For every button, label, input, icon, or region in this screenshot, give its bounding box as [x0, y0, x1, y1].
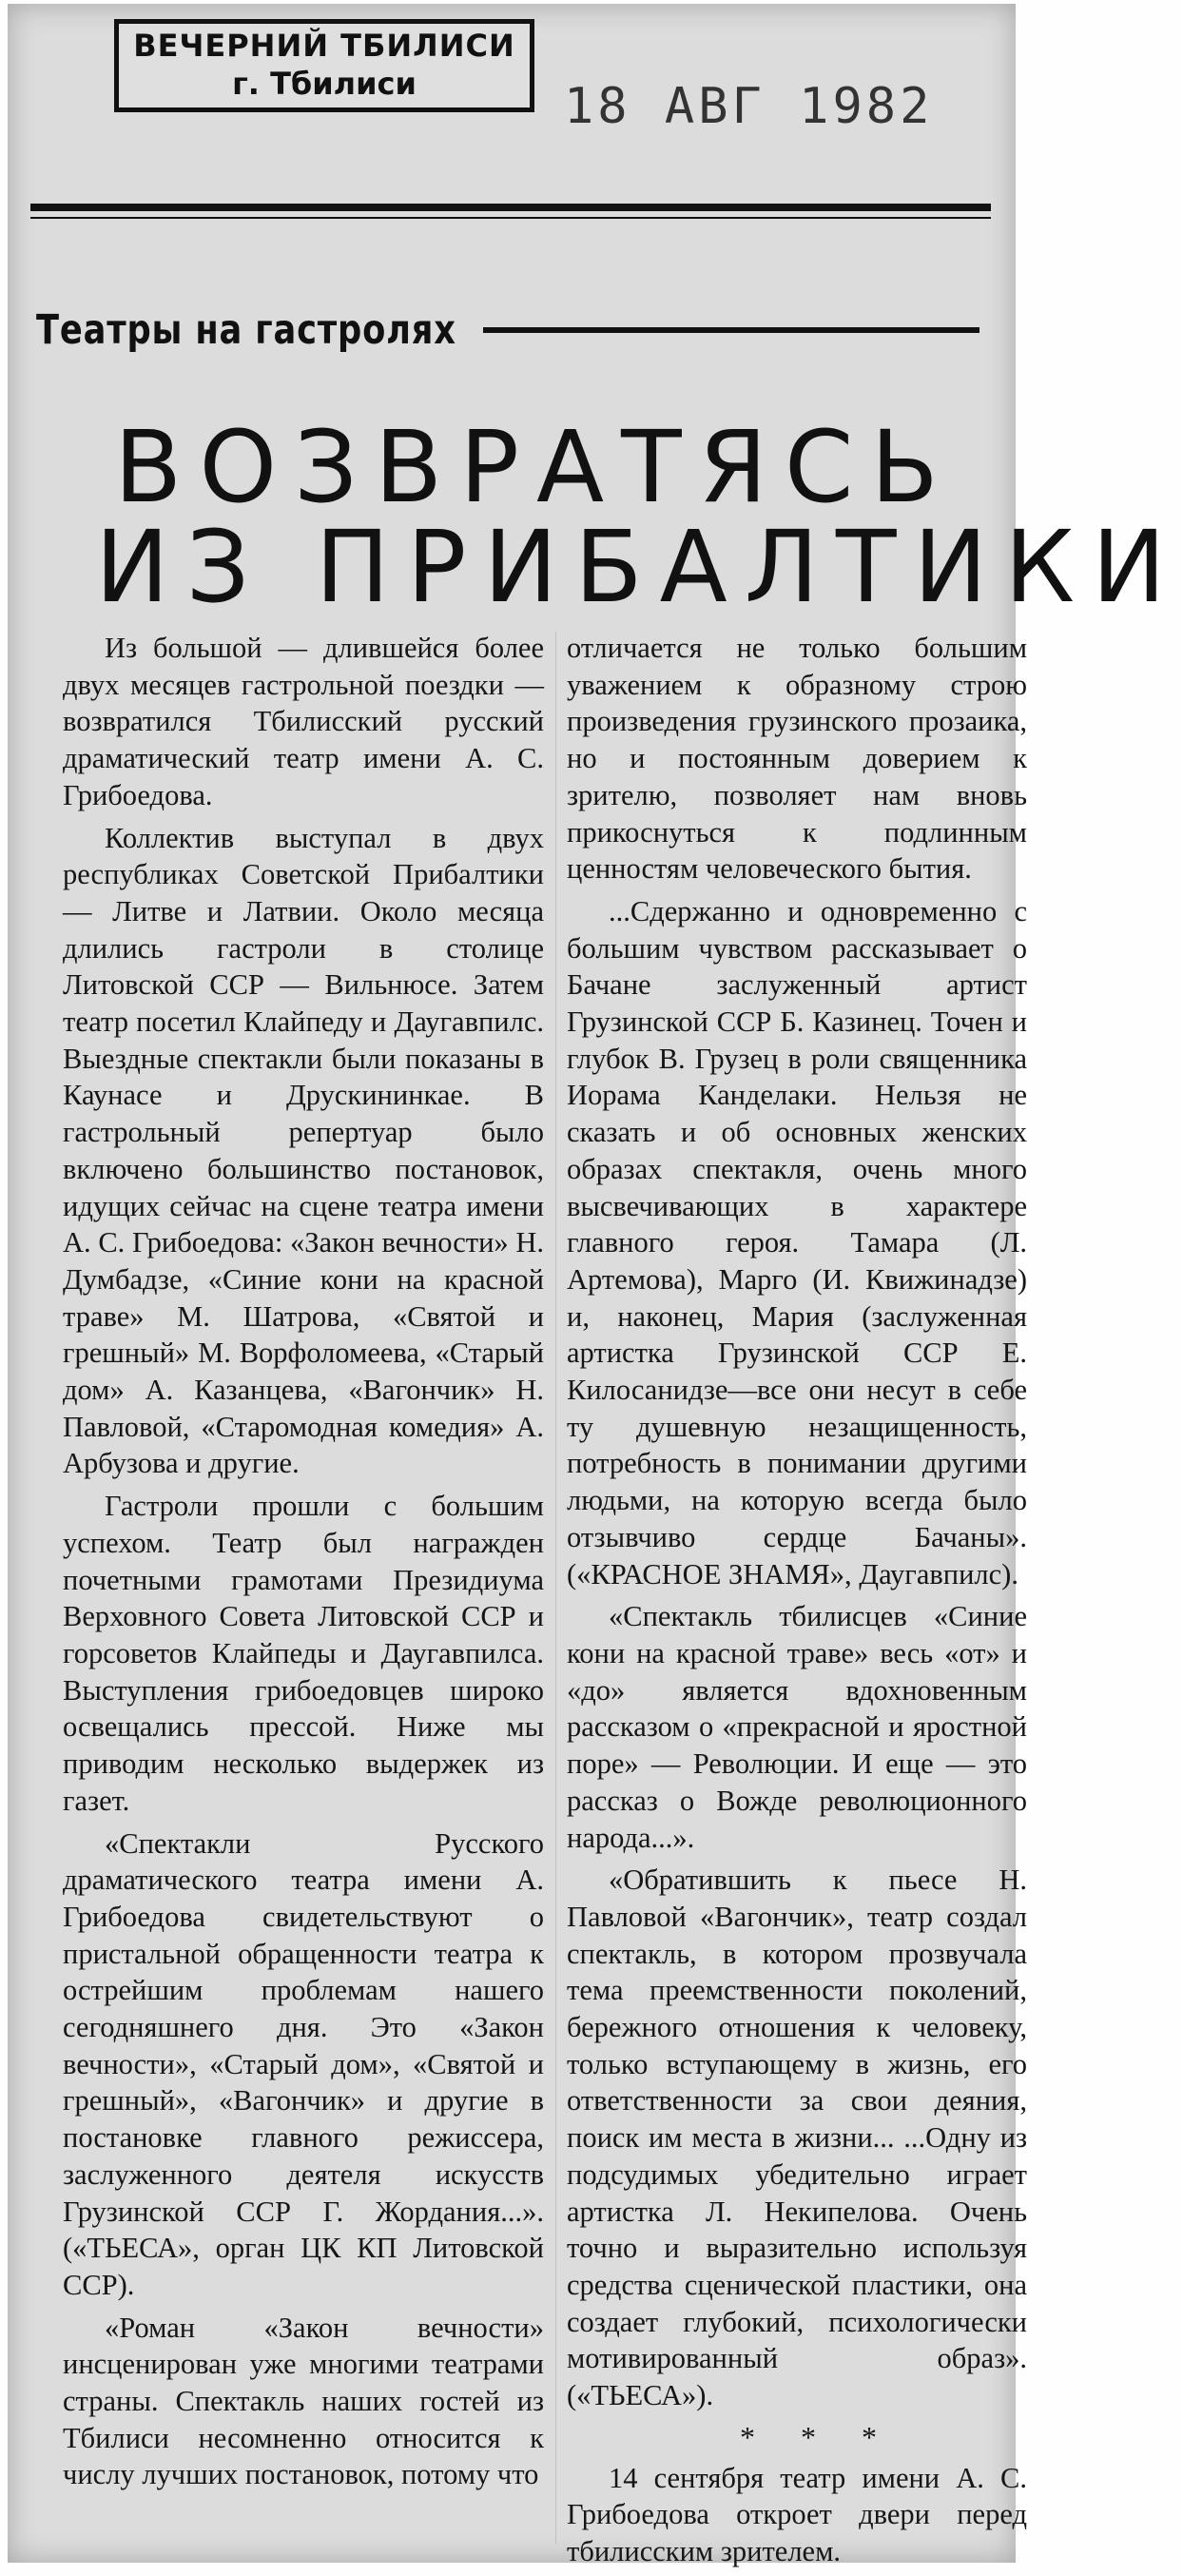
- top-rule: [30, 204, 991, 211]
- headline-line-2: ИЗ ПРИБАЛТИКИ: [95, 509, 1183, 625]
- stamp-line-2: г. Тбилиси: [232, 66, 417, 102]
- section-separator: * * *: [740, 2419, 896, 2454]
- article-paragraph: Гастроли прошли с большим успехом. Театр был награжден почетными грамотами Президиума Верховного Совета Литовской ССР и горсоветов Клайпеды и Даугавпилса. Выступления грибоедовцев широко освещались прессой. Ниже мы приводим несколько выдержек из газет.: [63, 1490, 544, 1817]
- article-paragraph: отличается не только большим уважением к образному строю произведения грузинского прозаика, но и постоянным доверием к зрителю, позволяет нам вновь прикоснуться к подлинным ценностям человеческого бытия.: [567, 632, 1027, 886]
- article-paragraph: Коллектив выступал в двух республиках Советской Прибалтики — Литве и Латвии. Около месяца длились гастроли в столице Литовской ССР — Вильнюсе. Затем театр посетил Клайпеду и Даугавпилс. Выездные спектакли были показаны в Каунасе и Друскининкае. В гастрольный репертуар было включено большинство постановок, идущих сейчас на сцене театра имени А. С. Грибоедова: «Закон вечности» Н. Думбадзе, «Синие кони на красной траве» М. Шатрова, «Святой и грешный» М. Ворфоломеева, «Старый дом» А. Казанцева, «Вагончик» Н. Павловой, «Старомодная комедия» А. Арбузова и другие.: [63, 821, 544, 1480]
- article-paragraph: «Роман «Закон вечности» инсценирован уже многими театрами страны. Спектакль наших гостей из Тбилиси несомненно относится к числу лучших постановок, потому что: [63, 2311, 544, 2491]
- article-column-left: [63, 630, 544, 2499]
- headline-line-1: ВОЗВРАТЯСЬ: [114, 409, 956, 525]
- article-paragraph: ...Сдержанно и одновременно с большим чувством рассказывает о Бачане заслуженный артист Грузинской ССР Б. Казинец. Точен и глубок В. Грузец в роли священника Иорама Канделаки. Нельзя не сказать и об основных женских образах спектакля, очень много высвечивающих в характере главного героя. Тамара (Л. Артемова), Марго (И. Квижинадзе) и, наконец, Мария (заслуженная артистка Грузинской ССР Е. Килосанидзе—все они несут в себе ту душевную незащищенность, потребность в понимании другими людьми, на которую всегда было отзывчиво сердце Бачаны». («КРАСНОЕ ЗНАМЯ», Даугавпилс).: [567, 894, 1027, 1590]
- column-separator: [555, 632, 556, 2544]
- stamp-line-1: ВЕЧЕРНИЙ ТБИЛИСИ: [133, 28, 515, 64]
- article-paragraph: «Обратившить к пьесе Н. Павловой «Вагончик», театр создал спектакль, в котором прозвучала тема преемственности поколений, бережного отношения к человеку, только вступающему в жизнь, его ответственности за свои деяния, поиск им места в жизни... ...Одну из подсудимых убедительно играет артистка Л. Некипелова. Очень точно и выразительно используя средства сценической пластики, она создает глубокий, психологически мотивированный образ». («ТЬЕСА»).: [567, 1864, 1027, 2412]
- article-column-right: [567, 630, 1027, 2576]
- article-paragraph: «Спектакли Русского драматического театра имени А. Грибоедова свидетельствуют о пристальной обращенности театра к острейшим проблемам нашего сегодняшнего дня. Это «Закон вечности», «Старый дом», «Святой и грешный», «Вагончик» и другие в постановке главного режиссера, заслуженного деятеля искусств Грузинской ССР Г. Жордания...». («ТЬЕСА», орган ЦК КП Литовской ССР).: [63, 1826, 544, 2301]
- newspaper-clipping: [8, 4, 1183, 2568]
- rubric-heading: Театры на гастролях: [36, 306, 456, 354]
- date-stamp: 18 АВГ 1982: [564, 78, 934, 135]
- article-paragraph: «Спектакль тбилисцев «Синие кони на красной траве» весь «от» и «до» является вдохновенным рассказом о «прекрасной и яростной поре» — Революции. И еще — это рассказ о Вожде революционного народа...».: [567, 1600, 1027, 1854]
- newspaper-name-stamp: [114, 19, 534, 112]
- top-rule-thin: [30, 217, 991, 219]
- article-paragraph: Из большой — длившейся более двух месяцев гастрольной поездки — возвратился Тбилисский русский драматический театр имени А. С. Грибоедова.: [63, 632, 544, 811]
- rubric-rule: [483, 327, 979, 333]
- closing-paragraph: 14 сентября театр имени А. С. Грибоедова откроет двери перед тбилисским зрителем.: [567, 2461, 1027, 2568]
